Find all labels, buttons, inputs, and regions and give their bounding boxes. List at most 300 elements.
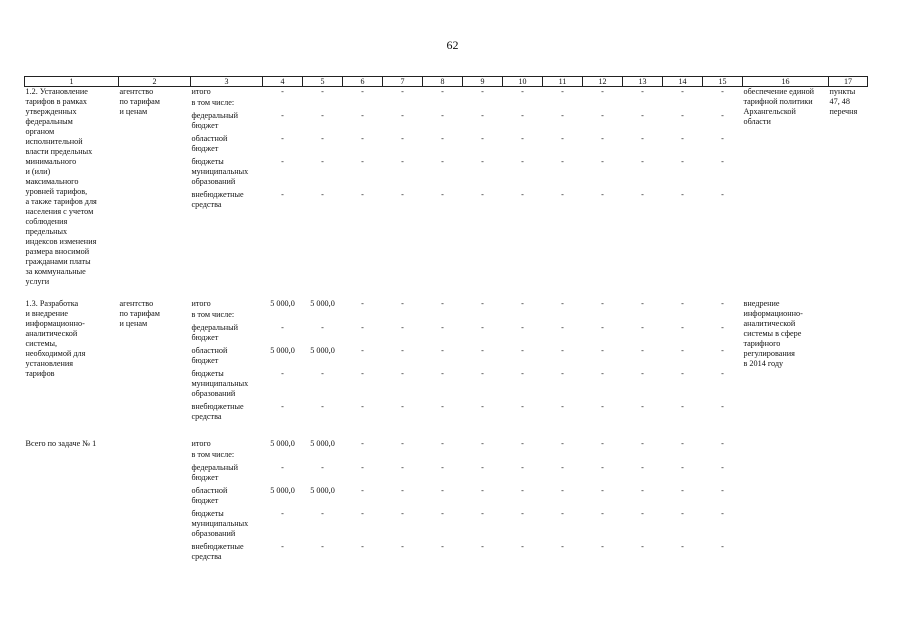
amount-value: - — [481, 323, 484, 332]
amount-value — [304, 310, 342, 323]
amount-value — [464, 98, 502, 111]
amount-value: - — [601, 323, 604, 332]
year-value-cell — [703, 87, 743, 288]
amount-value: - — [681, 323, 684, 332]
amount-value: - — [521, 190, 524, 199]
reference-cell — [829, 439, 868, 565]
funding-source: внебюджетные средства — [191, 190, 244, 209]
amount-value: 5 000,0 — [270, 486, 295, 495]
year-value-cell — [423, 299, 463, 425]
page-number: 62 — [446, 38, 459, 52]
amount-value: - — [401, 346, 404, 355]
amount-value: - — [321, 542, 324, 551]
column-number: 14 — [663, 77, 703, 87]
amount-value: - — [321, 369, 324, 378]
amount-value: - — [361, 157, 364, 166]
column-number: 5 — [303, 77, 343, 87]
amount-value: - — [681, 134, 684, 143]
amount-value — [664, 450, 702, 463]
amount-value: - — [681, 299, 684, 308]
column-number: 7 — [383, 77, 423, 87]
amount-value — [704, 310, 742, 323]
amount-value: - — [361, 402, 364, 411]
amount-value — [304, 450, 342, 463]
amount-value: - — [681, 369, 684, 378]
amount-value: - — [281, 87, 284, 96]
reference-cell — [829, 299, 868, 425]
amount-value: - — [561, 87, 564, 96]
year-value-cell — [343, 299, 383, 425]
amount-value: - — [361, 463, 364, 472]
amount-value: - — [481, 509, 484, 518]
table-row — [25, 299, 868, 425]
funding-source: в том числе: — [191, 310, 235, 319]
amount-value: - — [441, 134, 444, 143]
reference-cell: пункты 47, 48 перечня — [829, 87, 858, 116]
amount-value: 5 000,0 — [270, 346, 295, 355]
amount-value — [424, 450, 462, 463]
executor-cell: агентство по тарифам и ценам — [119, 299, 160, 328]
year-value-cell — [703, 439, 743, 565]
amount-value: - — [721, 509, 724, 518]
amount-value: - — [601, 402, 604, 411]
amount-value: - — [641, 299, 644, 308]
measure-cell: 1.3. Разработка и внедрение информационно- аналитической системы, необходимой для установления тарифов — [25, 299, 86, 378]
year-value-cell — [303, 439, 343, 565]
amount-value: - — [321, 111, 324, 120]
amount-value: - — [521, 542, 524, 551]
amount-value: - — [521, 346, 524, 355]
program-table — [24, 76, 868, 579]
amount-value: - — [521, 87, 524, 96]
amount-value: - — [481, 111, 484, 120]
amount-value: - — [601, 486, 604, 495]
amount-value: - — [601, 509, 604, 518]
amount-value: - — [601, 542, 604, 551]
column-number: 10 — [503, 77, 543, 87]
amount-value: - — [441, 486, 444, 495]
amount-value: - — [721, 542, 724, 551]
amount-value: - — [481, 369, 484, 378]
amount-value: - — [721, 134, 724, 143]
funding-source: в том числе: — [191, 450, 235, 459]
amount-value: - — [481, 157, 484, 166]
funding-source: федеральный бюджет — [191, 111, 239, 130]
amount-value — [544, 98, 582, 111]
column-number: 6 — [343, 77, 383, 87]
amount-value: - — [321, 87, 324, 96]
amount-value: - — [441, 463, 444, 472]
column-number: 9 — [463, 77, 503, 87]
amount-value: - — [681, 190, 684, 199]
amount-value — [664, 310, 702, 323]
amount-value: - — [681, 463, 684, 472]
amount-value — [264, 310, 302, 323]
amount-value: - — [641, 323, 644, 332]
year-value-cell — [703, 299, 743, 425]
amount-value: - — [361, 369, 364, 378]
amount-value: - — [441, 87, 444, 96]
amount-value — [384, 310, 422, 323]
amount-value: - — [641, 369, 644, 378]
funding-source: федеральный бюджет — [191, 323, 239, 342]
funding-sources-cell — [191, 87, 263, 288]
amount-value: - — [641, 463, 644, 472]
amount-value: - — [401, 486, 404, 495]
amount-value: - — [361, 190, 364, 199]
amount-value: - — [481, 542, 484, 551]
row-spacer — [25, 287, 868, 299]
amount-value: - — [641, 111, 644, 120]
year-value-cell — [663, 439, 703, 565]
amount-value: - — [441, 509, 444, 518]
amount-value: - — [441, 542, 444, 551]
amount-value: - — [681, 87, 684, 96]
amount-value: - — [441, 323, 444, 332]
year-value-cell — [463, 87, 503, 288]
year-value-cell — [463, 439, 503, 565]
amount-value: - — [401, 323, 404, 332]
amount-value — [544, 310, 582, 323]
amount-value: - — [441, 157, 444, 166]
year-value-cell — [303, 87, 343, 288]
year-value-cell — [543, 299, 583, 425]
amount-value — [264, 98, 302, 111]
table-row — [25, 87, 868, 288]
amount-value: - — [721, 111, 724, 120]
amount-value: - — [681, 346, 684, 355]
year-value-cell — [623, 87, 663, 288]
amount-value: - — [441, 439, 444, 448]
amount-value — [584, 310, 622, 323]
amount-value: - — [721, 463, 724, 472]
amount-value: - — [281, 509, 284, 518]
amount-value: - — [281, 190, 284, 199]
amount-value: - — [641, 402, 644, 411]
year-value-cell — [383, 439, 423, 565]
funding-sources-cell — [191, 439, 263, 565]
amount-value: - — [641, 509, 644, 518]
year-value-cell — [503, 439, 543, 565]
amount-value: - — [561, 439, 564, 448]
amount-value: - — [721, 157, 724, 166]
year-value-cell — [543, 87, 583, 288]
amount-value: - — [601, 111, 604, 120]
amount-value: - — [481, 134, 484, 143]
funding-sources-cell — [191, 299, 263, 425]
amount-value: - — [401, 509, 404, 518]
expected-result-cell — [743, 439, 829, 565]
column-number: 16 — [743, 77, 829, 87]
amount-value: - — [361, 111, 364, 120]
column-number: 11 — [543, 77, 583, 87]
year-value-cell — [463, 299, 503, 425]
funding-source: областной бюджет — [191, 346, 228, 365]
amount-value: - — [361, 299, 364, 308]
amount-value: - — [361, 346, 364, 355]
amount-value: - — [321, 463, 324, 472]
year-value-cell — [503, 299, 543, 425]
amount-value: - — [481, 190, 484, 199]
amount-value: - — [601, 369, 604, 378]
amount-value: - — [481, 299, 484, 308]
amount-value — [584, 98, 622, 111]
year-value-cell — [503, 87, 543, 288]
year-value-cell — [583, 87, 623, 288]
amount-value: - — [441, 299, 444, 308]
funding-source: бюджеты муниципальных образований — [191, 369, 249, 398]
amount-value — [344, 310, 382, 323]
funding-source: федеральный бюджет — [191, 463, 239, 482]
amount-value: - — [321, 157, 324, 166]
amount-value: - — [481, 87, 484, 96]
amount-value: - — [681, 157, 684, 166]
amount-value: - — [641, 134, 644, 143]
amount-value: - — [441, 402, 444, 411]
amount-value: - — [521, 439, 524, 448]
amount-value — [384, 98, 422, 111]
amount-value: - — [681, 439, 684, 448]
amount-value: - — [401, 439, 404, 448]
amount-value — [424, 310, 462, 323]
amount-value: - — [561, 369, 564, 378]
amount-value: - — [281, 157, 284, 166]
amount-value: - — [401, 157, 404, 166]
amount-value: - — [401, 111, 404, 120]
year-value-cell — [263, 299, 303, 425]
year-value-cell — [663, 87, 703, 288]
year-value-cell — [383, 299, 423, 425]
amount-value: - — [561, 190, 564, 199]
expected-result-cell: обеспечение единой тарифной политики Архангельской области — [743, 87, 815, 126]
funding-source: в том числе: — [191, 98, 235, 107]
column-number: 12 — [583, 77, 623, 87]
year-value-cell — [583, 439, 623, 565]
amount-value: - — [521, 369, 524, 378]
amount-value — [464, 450, 502, 463]
funding-source: областной бюджет — [191, 134, 228, 153]
amount-value: - — [561, 111, 564, 120]
year-value-cell — [543, 439, 583, 565]
year-value-cell — [423, 439, 463, 565]
year-value-cell — [423, 87, 463, 288]
amount-value: - — [641, 542, 644, 551]
amount-value: - — [401, 369, 404, 378]
amount-value: - — [481, 346, 484, 355]
amount-value: - — [321, 134, 324, 143]
amount-value: - — [481, 486, 484, 495]
amount-value: - — [481, 402, 484, 411]
amount-value — [264, 450, 302, 463]
column-number: 13 — [623, 77, 663, 87]
amount-value: - — [401, 542, 404, 551]
amount-value: 5 000,0 — [310, 346, 335, 355]
amount-value: - — [361, 87, 364, 96]
amount-value: - — [721, 299, 724, 308]
year-value-cell — [383, 87, 423, 288]
executor-cell — [119, 439, 191, 565]
amount-value: - — [281, 111, 284, 120]
amount-value: - — [401, 463, 404, 472]
year-value-cell — [623, 439, 663, 565]
funding-source: бюджеты муниципальных образований — [191, 157, 249, 186]
amount-value: - — [441, 190, 444, 199]
amount-value: - — [521, 299, 524, 308]
amount-value: - — [601, 134, 604, 143]
amount-value: - — [361, 509, 364, 518]
amount-value: - — [521, 134, 524, 143]
amount-value: - — [401, 402, 404, 411]
amount-value: - — [521, 509, 524, 518]
amount-value: 5 000,0 — [270, 439, 295, 448]
amount-value: - — [641, 486, 644, 495]
amount-value: - — [561, 542, 564, 551]
amount-value: - — [361, 323, 364, 332]
funding-source: итого — [191, 439, 211, 448]
amount-value: 5 000,0 — [270, 299, 295, 308]
amount-value: - — [641, 346, 644, 355]
amount-value: - — [601, 346, 604, 355]
amount-value: - — [601, 463, 604, 472]
amount-value: - — [681, 111, 684, 120]
amount-value — [384, 450, 422, 463]
amount-value: - — [681, 402, 684, 411]
amount-value — [504, 450, 542, 463]
column-number: 8 — [423, 77, 463, 87]
amount-value: - — [561, 402, 564, 411]
amount-value: - — [561, 157, 564, 166]
amount-value — [344, 450, 382, 463]
amount-value: - — [281, 369, 284, 378]
amount-value: - — [481, 463, 484, 472]
amount-value: - — [561, 509, 564, 518]
column-number: 3 — [191, 77, 263, 87]
amount-value: - — [521, 157, 524, 166]
measure-cell: 1.2. Установление тарифов в рамках утвержденных федеральным органом исполнительной власти предельных минимального и (или) максимального уровней тарифов, а также тарифов для населения с учетом соблюдения предельных индексов изменения размера вносимой гражданами платы за коммунальные услуги — [25, 87, 97, 286]
amount-value: - — [721, 402, 724, 411]
amount-value — [624, 450, 662, 463]
table-row — [25, 439, 868, 565]
year-value-cell — [343, 87, 383, 288]
amount-value — [504, 310, 542, 323]
amount-value: - — [361, 439, 364, 448]
year-value-cell — [263, 439, 303, 565]
column-number-row — [25, 77, 868, 87]
column-number: 2 — [119, 77, 191, 87]
amount-value: - — [481, 439, 484, 448]
funding-source: бюджеты муниципальных образований — [191, 509, 249, 538]
amount-value — [624, 310, 662, 323]
row-spacer — [25, 425, 868, 439]
row-spacer — [25, 565, 868, 579]
amount-value: 5 000,0 — [310, 486, 335, 495]
amount-value: - — [361, 486, 364, 495]
amount-value — [344, 98, 382, 111]
amount-value: - — [521, 402, 524, 411]
year-value-cell — [623, 299, 663, 425]
year-value-cell — [303, 299, 343, 425]
column-number: 1 — [25, 77, 119, 87]
amount-value: - — [721, 369, 724, 378]
amount-value: - — [521, 323, 524, 332]
year-value-cell — [263, 87, 303, 288]
amount-value: - — [561, 323, 564, 332]
amount-value — [544, 450, 582, 463]
measure-cell: Всего по задаче № 1 — [25, 439, 97, 448]
year-value-cell — [343, 439, 383, 565]
amount-value: 5 000,0 — [310, 299, 335, 308]
amount-value: - — [361, 134, 364, 143]
amount-value: - — [601, 157, 604, 166]
amount-value: - — [601, 439, 604, 448]
column-number: 4 — [263, 77, 303, 87]
amount-value: 5 000,0 — [310, 439, 335, 448]
amount-value: - — [721, 190, 724, 199]
year-value-cell — [583, 299, 623, 425]
amount-value: - — [321, 190, 324, 199]
funding-source: внебюджетные средства — [191, 402, 244, 421]
executor-cell: агентство по тарифам и ценам — [119, 87, 160, 116]
amount-value: - — [281, 134, 284, 143]
amount-value: - — [561, 134, 564, 143]
amount-value: - — [601, 190, 604, 199]
amount-value: - — [561, 299, 564, 308]
amount-value: - — [721, 346, 724, 355]
column-number: 15 — [703, 77, 743, 87]
amount-value: - — [521, 111, 524, 120]
amount-value: - — [521, 486, 524, 495]
amount-value: - — [521, 463, 524, 472]
amount-value: - — [321, 509, 324, 518]
amount-value — [304, 98, 342, 111]
amount-value: - — [561, 486, 564, 495]
funding-source: областной бюджет — [191, 486, 228, 505]
amount-value: - — [441, 111, 444, 120]
amount-value: - — [441, 369, 444, 378]
amount-value — [704, 98, 742, 111]
amount-value: - — [681, 542, 684, 551]
amount-value — [664, 98, 702, 111]
amount-value: - — [601, 299, 604, 308]
funding-source: итого — [191, 299, 211, 308]
amount-value: - — [281, 463, 284, 472]
amount-value: - — [681, 509, 684, 518]
amount-value: - — [561, 463, 564, 472]
amount-value: - — [641, 439, 644, 448]
amount-value: - — [721, 87, 724, 96]
amount-value: - — [681, 486, 684, 495]
amount-value: - — [281, 402, 284, 411]
amount-value: - — [601, 87, 604, 96]
expected-result-cell: внедрение информационно- аналитической системы в сфере тарифного регулирования в 2014 году — [743, 299, 803, 368]
amount-value: - — [641, 157, 644, 166]
amount-value: - — [561, 346, 564, 355]
funding-source: внебюджетные средства — [191, 542, 244, 561]
amount-value — [584, 450, 622, 463]
year-value-cell — [663, 299, 703, 425]
column-number: 17 — [829, 77, 868, 87]
amount-value: - — [321, 402, 324, 411]
amount-value: - — [401, 299, 404, 308]
amount-value: - — [441, 346, 444, 355]
amount-value: - — [641, 190, 644, 199]
amount-value: - — [401, 190, 404, 199]
amount-value: - — [721, 439, 724, 448]
amount-value: - — [721, 323, 724, 332]
amount-value — [464, 310, 502, 323]
amount-value: - — [641, 87, 644, 96]
amount-value — [424, 98, 462, 111]
